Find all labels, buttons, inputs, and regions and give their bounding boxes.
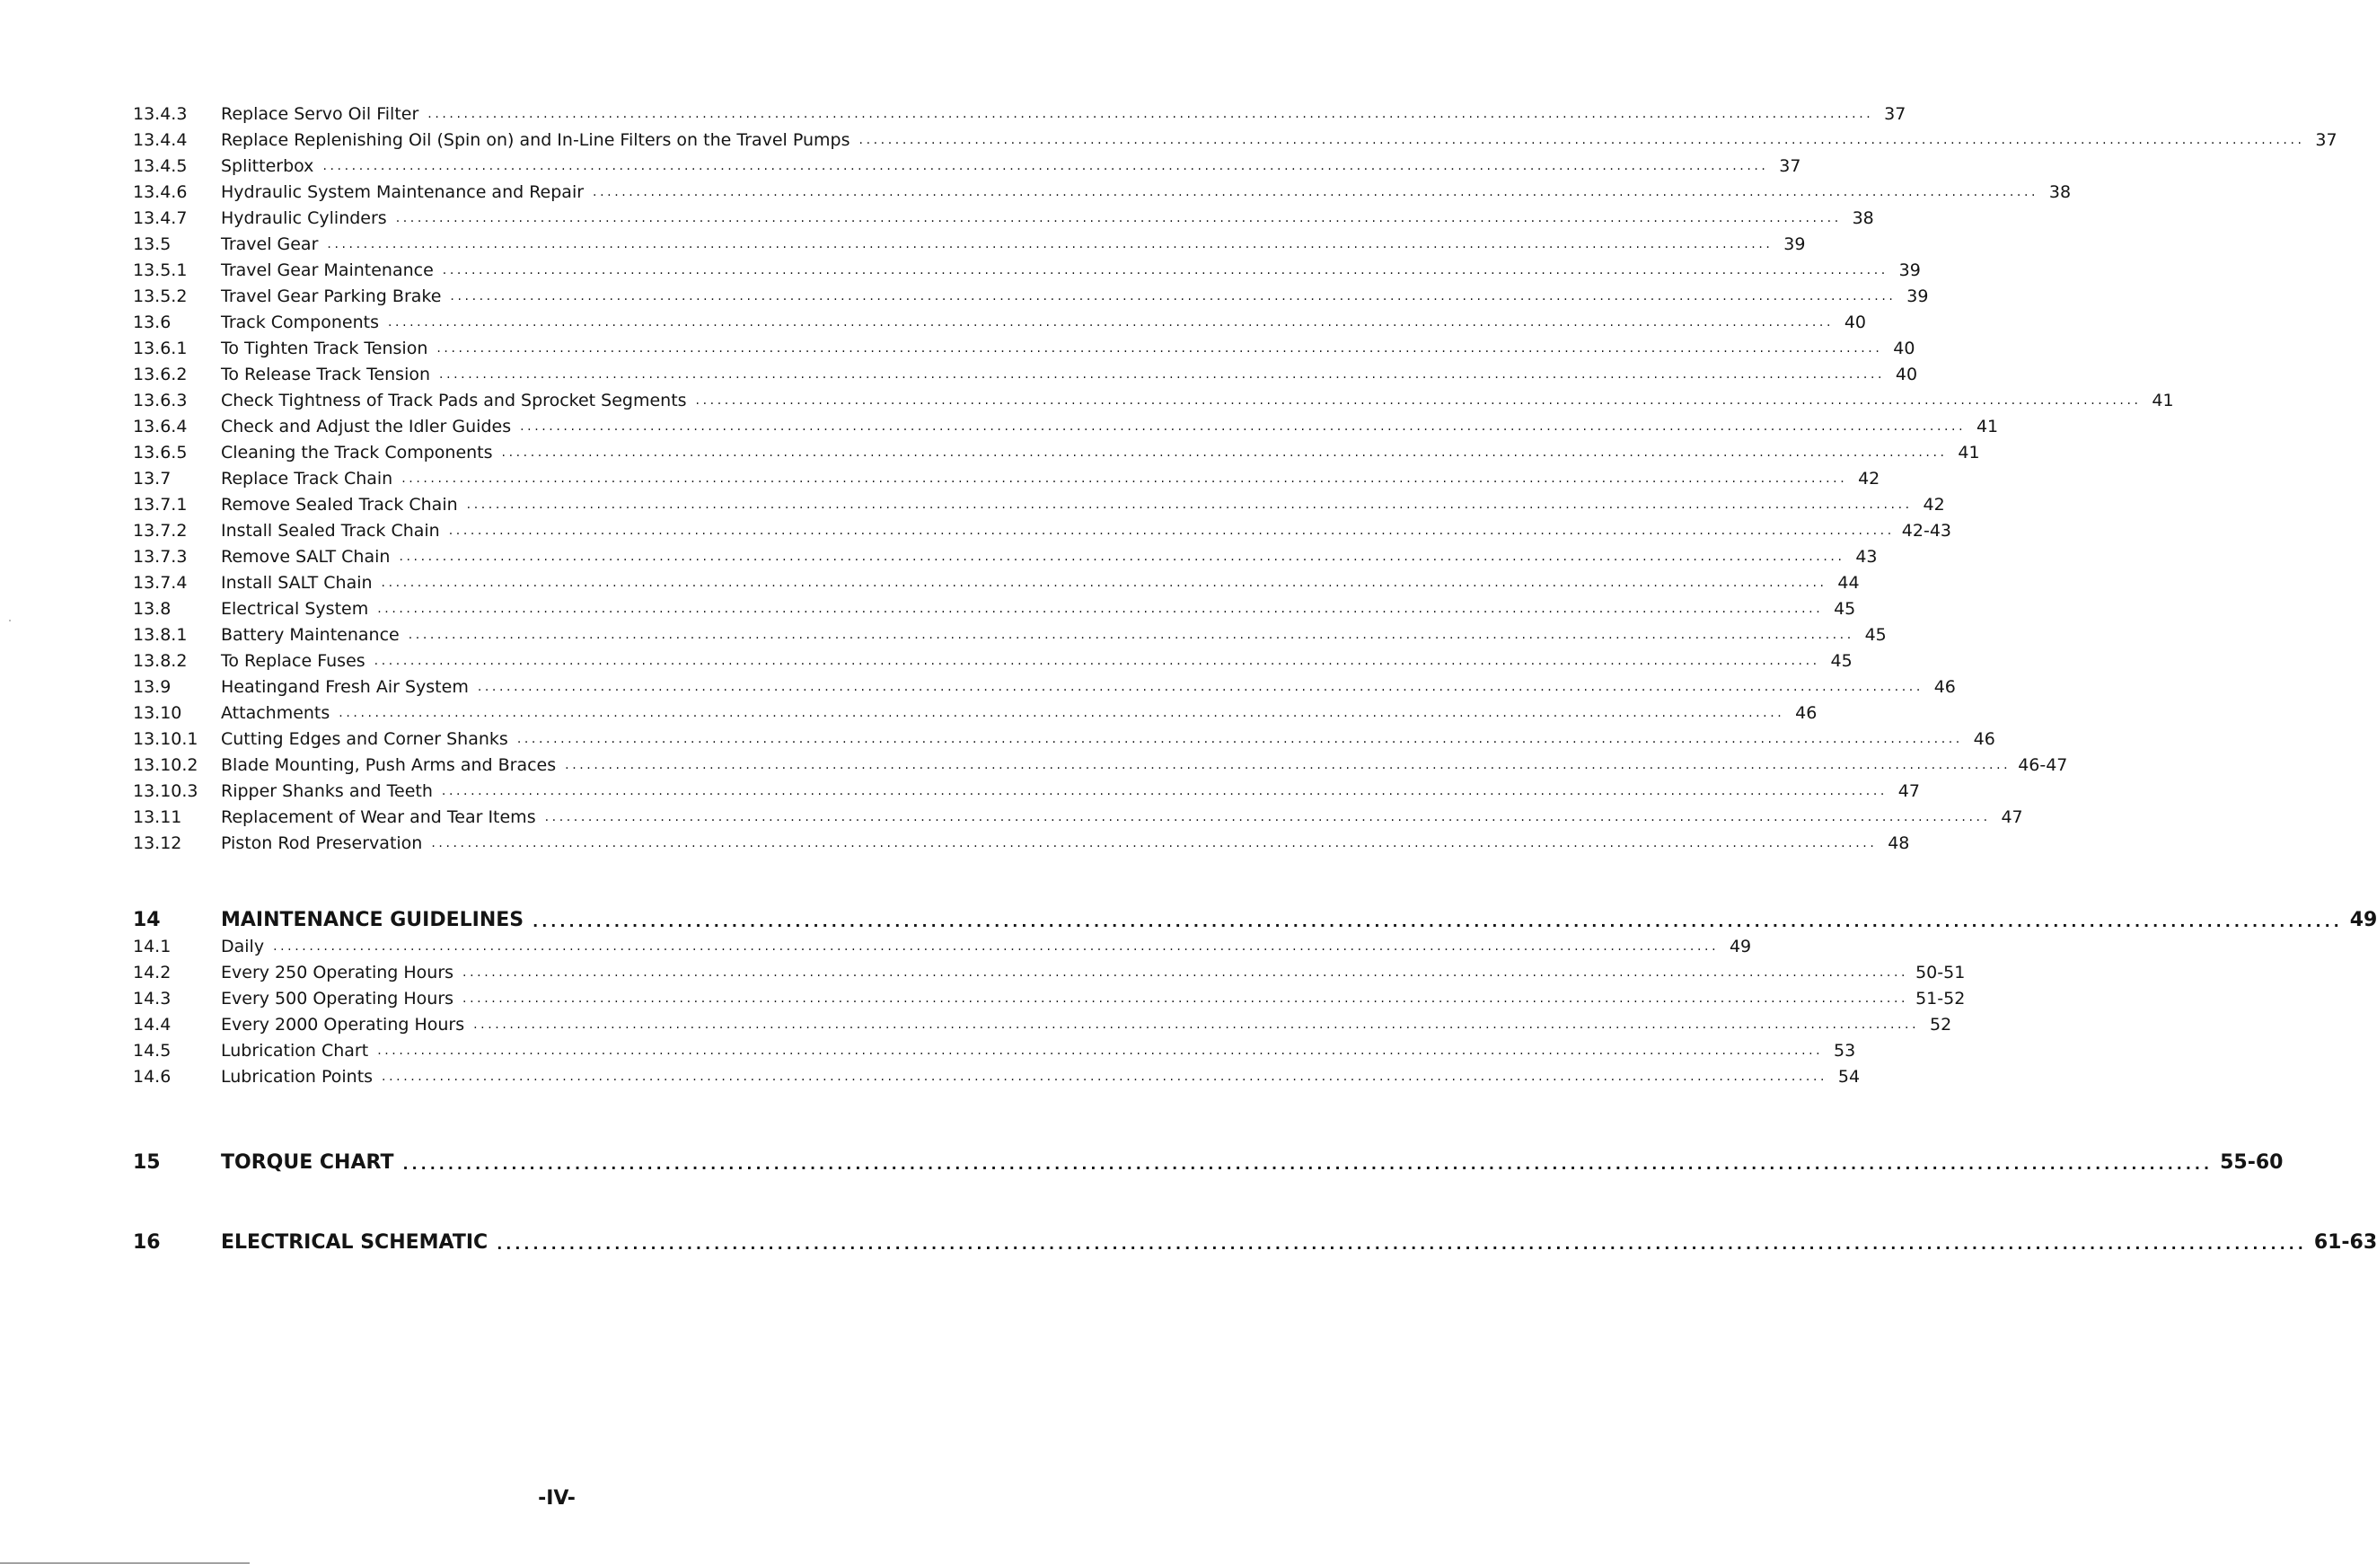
toc-entry [133,983,1966,1009]
dot-leader: ........................................................................................................................................................................................................ [436,341,1883,356]
entry-title: Replace Track Chain [221,469,393,489]
entry-number: 13.10 [133,703,182,723]
entry-page: 37 [1884,104,1906,124]
entry-page: 37 [1779,156,1801,176]
dot-leader: ........................................................................................................................................................................................................ [520,419,1967,434]
entry-title: Ripper Shanks and Teeth [221,781,433,801]
entry-number: 13.10.3 [133,781,198,801]
entry-number: 13.6 [133,313,172,332]
entry-page: 38 [1852,208,1874,228]
toc-entry [133,463,1880,489]
page-number: -IV- [538,1487,576,1510]
dot-leader: ........................................................................................................................................................................................................ [401,471,1848,486]
dot-leader: ........................................................................................................................................................................................................ [431,836,1878,850]
dot-leader: ........................................................................................................................................................................................................ [477,680,1924,694]
scan-speck [9,620,11,621]
bottom-rule [0,1563,250,1564]
toc-entry [133,724,1995,749]
entry-title: Remove SALT Chain [221,547,391,567]
dot-leader: ........................................................................................................................................................................................................ [448,524,1895,538]
entry-number: 13.7 [133,469,172,489]
entry-number: 13.7.2 [133,521,188,541]
entry-number: 13.8 [133,599,172,619]
dot-leader: ........................................................................................................................................................................................................ [374,654,1820,668]
entry-title: Every 250 Operating Hours [221,963,454,982]
dot-leader: ........................................................................................................................................................................................................ [381,576,1827,590]
toc-entry [133,750,2068,775]
entry-number: 13.10.1 [133,729,198,749]
entry-number: 13.12 [133,833,182,853]
entry-title: Install Sealed Track Chain [221,521,440,541]
dot-leader: ........................................................................................................................................................................................................ [533,913,2343,930]
entry-page: 46 [1933,677,1956,697]
entry-page: 41 [1958,443,1980,462]
entry-title: Track Components [221,313,379,332]
entry-number: 13.10.2 [133,755,198,775]
entry-page: 53 [1834,1041,1856,1061]
dot-leader: ........................................................................................................................................................................................................ [473,1017,1920,1032]
entry-title: Every 500 Operating Hours [221,989,454,1009]
entry-page: 40 [1844,313,1867,332]
dot-leader: ........................................................................................................................................................................................................ [462,991,1909,1006]
entry-page: 42 [1923,495,1945,515]
dot-leader: ........................................................................................................................................................................................................ [441,784,1888,798]
toc-entry [133,620,1887,645]
entry-page: 39 [1783,234,1806,254]
entry-number: 14.5 [133,1041,172,1061]
entry-number: 13.11 [133,807,182,827]
entry-number: 13.7.4 [133,573,188,593]
entry-number: 13.8.1 [133,625,188,645]
toc-entry [133,437,1980,462]
entry-title: Check Tightness of Track Pads and Sprocket Segments [221,391,687,410]
dot-leader: ........................................................................................................................................................................................................ [399,550,1845,564]
dot-leader: ........................................................................................................................................................................................................ [593,185,2039,199]
entry-number: 13.4.7 [133,208,188,228]
entry-number: 13.7.1 [133,495,188,515]
toc-entry [133,229,1806,254]
dot-leader: ........................................................................................................................................................................................................ [427,107,1874,121]
toc-entry [133,281,1929,306]
entry-page: 49 [1729,937,1752,956]
entry-title: Hydraulic Cylinders [221,208,387,228]
entry-title: Splitterbox [221,156,314,176]
toc-entry [133,957,1966,982]
entry-number: 13.6.2 [133,365,188,384]
entry-number: 14.4 [133,1015,172,1035]
entry-page: 46 [1795,703,1818,723]
dot-leader: ........................................................................................................................................................................................................ [377,1044,1824,1058]
entry-page: 45 [1864,625,1887,645]
entry-number: 13.8.2 [133,651,188,671]
toc-section-entry [133,1146,2284,1175]
toc-entry [133,333,1915,358]
dot-leader: ........................................................................................................................................................................................................ [322,159,1769,173]
entry-page: 47 [1897,781,1920,801]
entry-page: 42-43 [1901,521,1951,541]
entry-page: 51-52 [1915,989,1966,1009]
toc-entry [133,177,2072,202]
entry-number: 13.6.4 [133,417,188,436]
dot-leader: ........................................................................................................................................................................................................ [442,263,1888,277]
entry-number: 14.3 [133,989,172,1009]
toc-entry [133,698,1818,723]
entry-number: 13.5.2 [133,286,188,306]
dot-leader: ........................................................................................................................................................................................................ [377,602,1824,616]
entry-number: 14.2 [133,963,172,982]
dot-leader: ........................................................................................................................................................................................................ [462,965,1909,980]
entry-title: To Tighten Track Tension [221,339,428,358]
entry-number: 13.4.6 [133,182,188,202]
entry-number: 13.6.5 [133,443,188,462]
entry-page: 39 [1898,260,1921,280]
toc-entry [133,568,1860,593]
entry-title: Heatingand Fresh Air System [221,677,469,697]
dot-leader: ........................................................................................................................................................................................................ [273,939,1720,954]
entry-page: 43 [1855,547,1878,567]
entry-page: 44 [1837,573,1860,593]
dot-leader: ........................................................................................................................................................................................................ [565,758,2012,772]
dot-leader: ........................................................................................................................................................................................................ [439,367,1886,382]
entry-page: 48 [1888,833,1910,853]
dot-leader: ........................................................................................................................................................................................................ [382,1070,1828,1084]
entry-title: Cleaning the Track Components [221,443,493,462]
dot-leader: ........................................................................................................................................................................................................ [450,289,1897,304]
dot-leader: ........................................................................................................................................................................................................ [858,133,2305,147]
dot-leader: ........................................................................................................................................................................................................ [497,1236,2307,1253]
entry-title: Lubrication Points [221,1067,374,1087]
entry-number: 13.4.4 [133,130,188,150]
entry-title: Replace Servo Oil Filter [221,104,419,124]
toc-entry [133,151,1801,176]
toc-entry [133,646,1853,671]
section-page: 55-60 [2220,1151,2284,1174]
dot-leader: ........................................................................................................................................................................................................ [516,732,1963,746]
toc-entry [133,672,1956,697]
section-page: 61-63 [2313,1231,2377,1254]
entry-number: 13.5.1 [133,260,188,280]
toc-entry [133,776,1920,801]
entry-title: Blade Mounting, Push Arms and Braces [221,755,557,775]
entry-title: Remove Sealed Track Chain [221,495,458,515]
entry-number: 13.4.3 [133,104,188,124]
toc-entry [133,307,1867,332]
entry-number: 13.7.3 [133,547,188,567]
entry-page: 42 [1858,469,1880,489]
entry-page: 46-47 [2018,755,2068,775]
entry-page: 38 [2048,182,2072,202]
dot-leader: ........................................................................................................................................................................................................ [408,628,1854,642]
entry-title: Replacement of Wear and Tear Items [221,807,536,827]
toc-entry [133,411,1999,436]
section-title: ELECTRICAL SCHEMATIC [221,1231,489,1254]
entry-title: Piston Rod Preservation [221,833,423,853]
dot-leader: ........................................................................................................................................................................................................ [402,1156,2214,1173]
toc-entry [133,125,2337,150]
entry-number: 13.9 [133,677,172,697]
entry-title: To Replace Fuses [221,651,365,671]
toc-entry [133,1009,1952,1035]
entry-title: Every 2000 Operating Hours [221,1015,465,1035]
entry-page: 45 [1834,599,1856,619]
entry-page: 41 [2152,391,2174,410]
entry-page: 41 [1976,417,1999,436]
entry-title: Travel Gear Parking Brake [221,286,442,306]
entry-page: 47 [2001,807,2023,827]
entry-title: Lubrication Chart [221,1041,369,1061]
toc-section-entry [133,1226,2377,1255]
entry-page: 52 [1929,1015,1952,1035]
section-number: 14 [133,909,161,931]
toc-entry [133,255,1921,280]
dot-leader: ........................................................................................................................................................................................................ [501,445,1948,460]
entry-title: Check and Adjust the Idler Guides [221,417,512,436]
entry-number: 13.6.3 [133,391,188,410]
entry-title: Daily [221,937,265,956]
toc-entry [133,802,2023,827]
section-page: 49 [2349,909,2377,931]
entry-page: 45 [1830,651,1853,671]
entry-title: Replace Replenishing Oil (Spin on) and In-Line Filters on the Travel Pumps [221,130,850,150]
entry-number: 13.5 [133,234,172,254]
toc-entry [133,828,1910,853]
toc-entry [133,1061,1861,1087]
entry-number: 14.6 [133,1067,172,1087]
dot-leader: ........................................................................................................................................................................................................ [466,498,1913,512]
section-number: 16 [133,1231,161,1254]
toc-entry [133,515,1951,541]
entry-title: Travel Gear [221,234,319,254]
entry-page: 40 [1895,365,1918,384]
entry-number: 13.4.5 [133,156,188,176]
toc-entry [133,594,1856,619]
entry-title: Battery Maintenance [221,625,400,645]
dot-leader: ........................................................................................................................................................................................................ [327,237,1774,251]
toc-entry [133,385,2174,410]
entry-title: Cutting Edges and Corner Shanks [221,729,508,749]
entry-title: Electrical System [221,599,369,619]
entry-number: 14.1 [133,937,172,956]
toc-entry [133,931,1752,956]
entry-number: 13.6.1 [133,339,188,358]
toc-entry [133,203,1874,228]
entry-title: Attachments [221,703,330,723]
toc-entry [133,542,1878,567]
toc-entry [133,489,1945,515]
entry-title: Travel Gear Maintenance [221,260,434,280]
entry-page: 54 [1837,1067,1861,1087]
toc-entry [133,359,1918,384]
section-title: TORQUE CHART [221,1151,394,1174]
entry-title: To Release Track Tension [221,365,431,384]
dot-leader: ........................................................................................................................................................................................................ [695,393,2142,408]
toc-entry [133,1035,1856,1061]
toc-section-entry [133,903,2377,932]
entry-title: Hydraulic System Maintenance and Repair [221,182,585,202]
dot-leader: ........................................................................................................................................................................................................ [395,211,1842,225]
entry-page: 39 [1906,286,1929,306]
entry-page: 46 [1973,729,1995,749]
entry-title: Install SALT Chain [221,573,373,593]
entry-page: 50-51 [1915,963,1966,982]
section-number: 15 [133,1151,161,1174]
entry-page: 40 [1893,339,1915,358]
dot-leader: ........................................................................................................................................................................................................ [544,810,1991,824]
dot-leader: ........................................................................................................................................................................................................ [339,706,1785,720]
dot-leader: ........................................................................................................................................................................................................ [387,315,1835,330]
section-title: MAINTENANCE GUIDELINES [221,909,524,931]
toc-entry [133,99,1906,124]
entry-page: 37 [2315,130,2337,150]
